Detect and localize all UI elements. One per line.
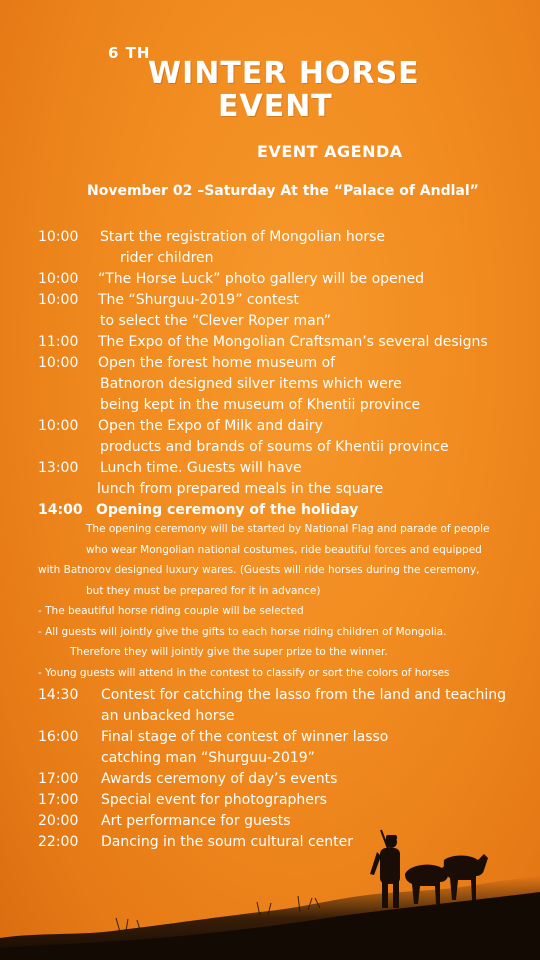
agenda-description: Dancing in the soum cultural center [101, 834, 354, 850]
agenda-description: an unbacked horse [101, 708, 235, 724]
ceremony-detail-line: The opening ceremony will be started by National Flag and parade of people [86, 523, 490, 535]
date-location-line: November 02 –Saturday At the “Palace of Andlal” [87, 183, 479, 199]
agenda-time: 16:00 [38, 729, 79, 745]
agenda-time: 10:00 [38, 229, 79, 245]
agenda-time: 13:00 [38, 460, 79, 476]
edition-label: 6 TH [108, 44, 151, 62]
agenda-time: 14:30 [38, 687, 79, 703]
agenda-description: Open the forest home museum of [98, 355, 336, 371]
agenda-description: to select the “Clever Roper man” [100, 313, 332, 329]
ceremony-detail-line: Therefore they will jointly give the super prize to the winner. [70, 646, 388, 658]
agenda-description: “The Horse Luck” photo gallery will be opened [98, 271, 425, 287]
agenda-description: rider children [120, 250, 214, 266]
agenda-description: lunch from prepared meals in the square [97, 481, 384, 497]
agenda-time: 17:00 [38, 771, 79, 787]
agenda-description: Opening ceremony of the holiday [96, 502, 359, 518]
ceremony-detail-line: but they must be prepared for it in advance) [86, 584, 321, 597]
agenda-description: The “Shurguu-2019” contest [98, 292, 299, 308]
ceremony-detail-line: with Batnorov designed luxury wares. (Guests will ride horses during the ceremony, [38, 564, 480, 576]
agenda-time: 17:00 [38, 792, 79, 808]
ceremony-detail-line: who wear Mongolian national costumes, ride beautiful forces and equipped [86, 543, 482, 556]
agenda-heading: EVENT AGENDA [257, 142, 403, 161]
agenda-description: Contest for catching the lasso from the land and teaching [101, 687, 507, 703]
agenda-description: The Expo of the Mongolian Craftsman’s several designs [98, 334, 488, 350]
agenda-description: Special event for photographers [101, 792, 327, 808]
agenda-description: being kept in the museum of Khentii province [100, 397, 421, 413]
event-title-line2: EVENT [218, 89, 333, 124]
agenda-time: 10:00 [38, 292, 79, 308]
agenda-description: products and brands of soums of Khentii province [100, 439, 449, 455]
agenda-time: 10:00 [38, 271, 79, 287]
agenda-time: 11:00 [38, 334, 79, 350]
agenda-time: 10:00 [38, 418, 79, 434]
horse-rider-silhouette-icon [0, 820, 540, 960]
agenda-time: 14:00 [38, 502, 83, 518]
agenda-time: 20:00 [38, 813, 79, 829]
agenda-description: Batnoron designed silver items which were [100, 376, 402, 392]
ceremony-detail-line: - Young guests will attend in the contest to classify or sort the colors of horses [38, 666, 450, 679]
agenda-description: Awards ceremony of day’s events [101, 771, 338, 787]
ceremony-detail-line: - All guests will jointly give the gifts to each horse riding children of Mongolia. [38, 625, 447, 638]
agenda-description: Start the registration of Mongolian horse [100, 229, 385, 245]
ceremony-detail-line: - The beautiful horse riding couple will be selected [38, 605, 304, 617]
agenda-description: catching man “Shurguu-2019” [101, 750, 315, 766]
event-title-line1: WINTER HORSE [148, 56, 420, 91]
agenda-description: Open the Expo of Milk and dairy [98, 418, 323, 434]
agenda-time: 10:00 [38, 355, 79, 371]
agenda-description: Lunch time. Guests will have [100, 460, 302, 476]
agenda-description: Final stage of the contest of winner lasso [101, 729, 389, 745]
agenda-description: Art performance for guests [101, 813, 291, 829]
agenda-time: 22:00 [38, 834, 79, 850]
